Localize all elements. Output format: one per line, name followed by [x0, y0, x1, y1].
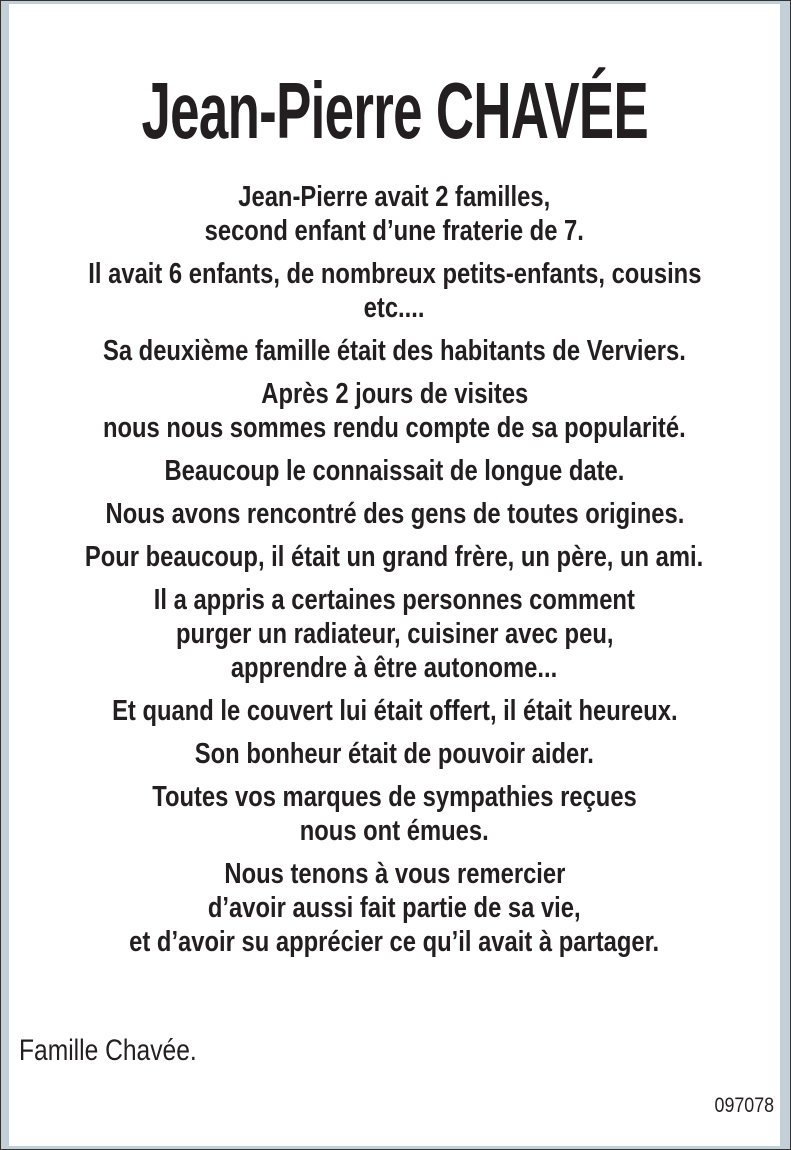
text-line-content: Beaucoup le connaissait de longue date. — [164, 455, 625, 487]
text-line — [9, 857, 780, 891]
signature — [19, 1034, 236, 1068]
text-line — [9, 214, 780, 248]
signature-text: Famille Chavée. — [19, 1034, 197, 1067]
text-line-content: Toutes vos marques de sympathies reçues — [152, 781, 637, 813]
text-line — [9, 411, 780, 445]
text-line — [9, 694, 780, 728]
text-line-content: Pour beaucoup, il était un grand frère, un père, un ami. — [85, 541, 704, 573]
text-line — [9, 651, 780, 685]
reference-number — [704, 1094, 774, 1118]
text-line — [9, 497, 780, 531]
text-line — [9, 925, 780, 959]
text-line-content: purger un radiateur, cuisiner avec peu, — [175, 618, 614, 650]
title-text: Jean-Pierre CHAVÉE — [141, 66, 648, 155]
text-line — [9, 814, 780, 848]
text-line-content: nous ont émues. — [300, 815, 489, 847]
text-line-content: Nous avons rencontré des gens de toutes origines. — [105, 498, 684, 530]
notice-text — [9, 180, 780, 968]
text-line — [9, 737, 780, 771]
text-line-content: nous nous sommes rendu compte de sa popularité. — [103, 412, 686, 444]
text-line-content: d’avoir aussi fait partie de sa vie, — [208, 892, 581, 924]
text-line-content: et d’avoir su apprécier ce qu’il avait à partager. — [129, 926, 660, 958]
text-line-content: Il a appris a certaines personnes comment — [153, 584, 636, 616]
paragraph — [9, 454, 780, 488]
text-line-content: apprendre à être autonome... — [231, 652, 558, 684]
text-line — [9, 377, 780, 411]
text-line — [9, 540, 780, 574]
text-line-content: Après 2 jours de visites — [261, 378, 528, 410]
paragraph — [9, 694, 780, 728]
text-line-content: etc.... — [364, 292, 425, 324]
text-line-content: Il avait 6 enfants, de nombreux petits-enfants, cousins — [87, 258, 702, 290]
text-line — [9, 891, 780, 925]
text-line-content: Et quand le couvert lui était offert, il était heureux. — [111, 695, 678, 727]
notice-title — [9, 66, 780, 156]
paragraph — [9, 257, 780, 325]
text-line — [9, 180, 780, 214]
notice-body — [9, 4, 780, 1146]
text-line-content: Jean-Pierre avait 2 familles, — [238, 181, 551, 213]
text-line-content: Son bonheur était de pouvoir aider. — [194, 738, 595, 770]
text-line-content: Nous tenons à vous remercier — [224, 858, 565, 890]
text-line-content: Sa deuxième famille était des habitants de Verviers. — [103, 335, 686, 367]
reference-text: 097078 — [714, 1094, 774, 1117]
paragraph — [9, 497, 780, 531]
paragraph — [9, 780, 780, 848]
text-line — [9, 617, 780, 651]
text-line — [9, 334, 780, 368]
text-line — [9, 780, 780, 814]
text-line — [9, 291, 780, 325]
paragraph — [9, 377, 780, 445]
text-line — [9, 257, 780, 291]
paragraph — [9, 857, 780, 959]
paragraph — [9, 180, 780, 248]
text-line-content: second enfant d’une fraterie de 7. — [204, 215, 585, 247]
text-line — [9, 454, 780, 488]
paragraph — [9, 737, 780, 771]
paragraph — [9, 540, 780, 574]
paragraph — [9, 334, 780, 368]
paragraph — [9, 583, 780, 685]
text-line — [9, 583, 780, 617]
